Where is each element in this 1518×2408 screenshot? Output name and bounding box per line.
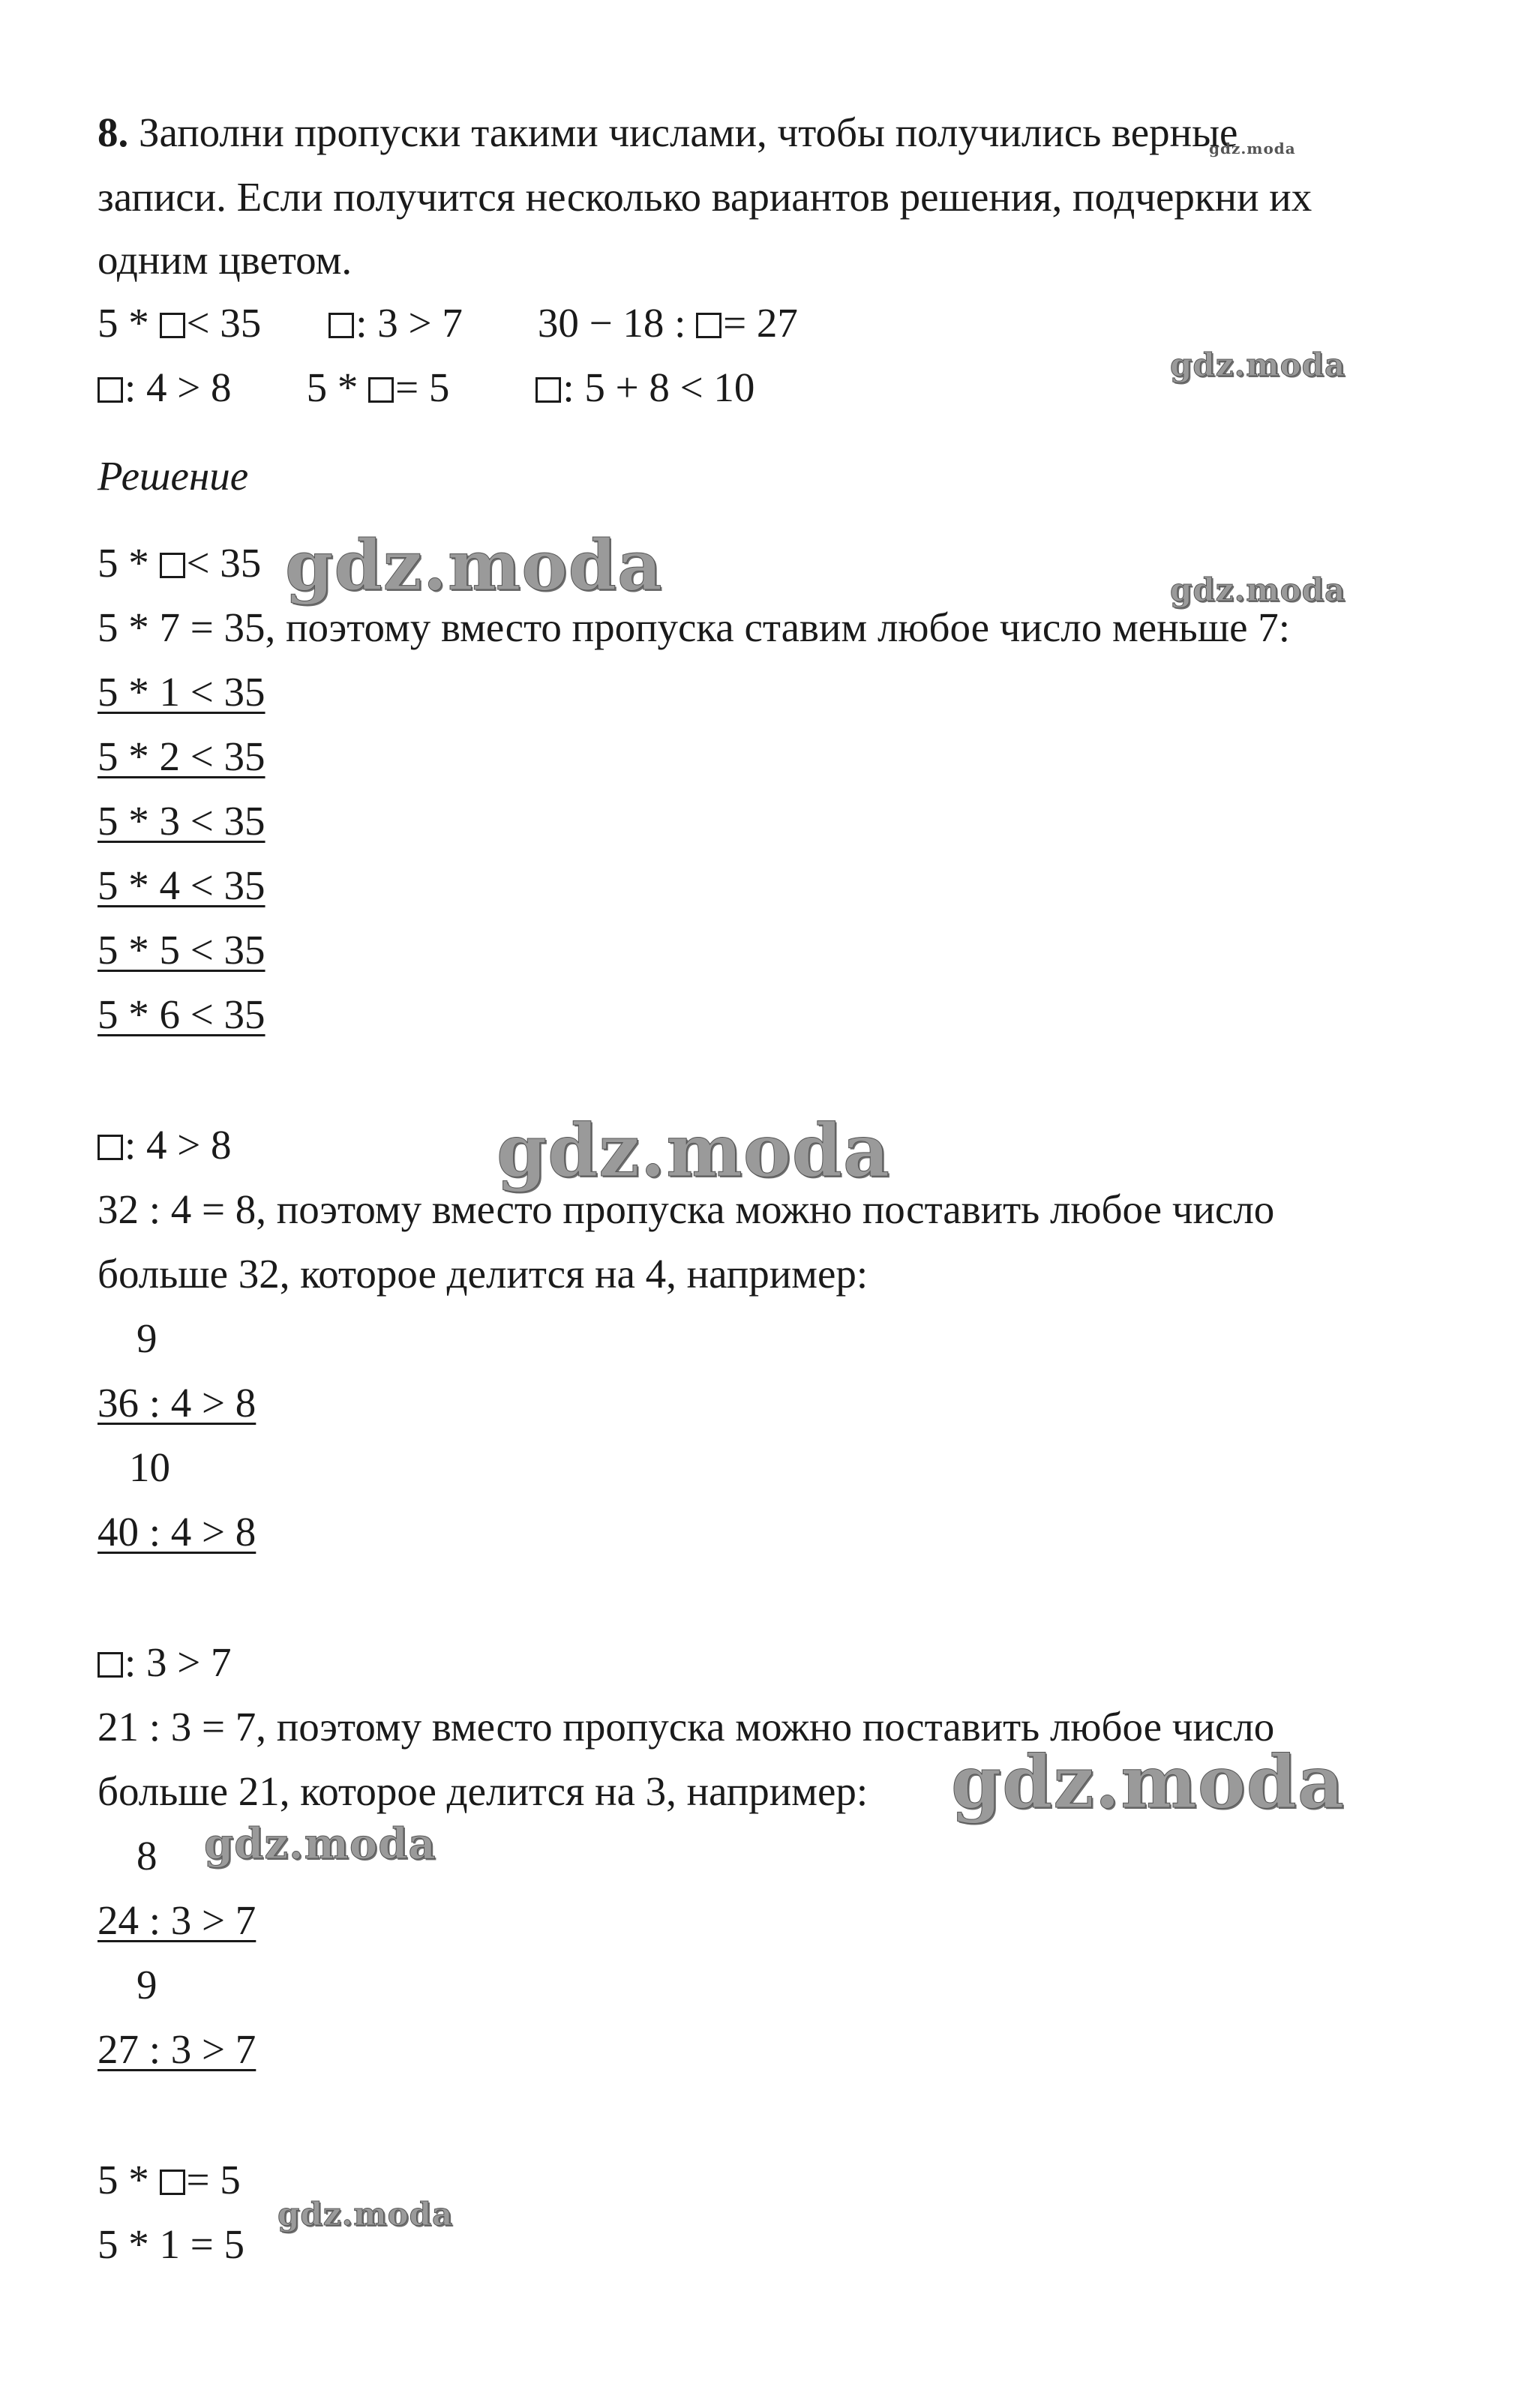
solution-3-explanation-1: 21 : 3 = 7, поэтому вместо пропуска можно поставить любое число xyxy=(98,1704,1275,1750)
solution-2-explanation-2: больше 32, которое делится на 4, например: xyxy=(98,1251,868,1297)
solution-4-line-2: 5 * 1 = 5 xyxy=(98,2221,245,2267)
blank-box xyxy=(536,377,561,403)
task-line-1 xyxy=(98,108,1238,157)
blank-box xyxy=(160,553,185,578)
solution-2-result-2: 10 xyxy=(129,1444,170,1490)
solution-3-result-2: 9 xyxy=(136,1962,158,2008)
blank-box xyxy=(98,377,123,403)
solution-2-expression: : 4 > 8 xyxy=(98,1120,232,1170)
solution-3-answer-1: 24 : 3 > 7 xyxy=(98,1897,256,1943)
blank-box xyxy=(98,1652,123,1678)
task-row-1: 5 * < 35 : 3 > 7 30 − 18 : = 27 xyxy=(98,300,798,346)
solution-1-answer: 5 * 5 < 35 xyxy=(98,927,266,973)
watermark: gdz.moda xyxy=(1170,346,1346,383)
blank-box xyxy=(98,1135,123,1160)
solution-3-answer-2: 27 : 3 > 7 xyxy=(98,2026,256,2072)
solution-1-answer: 5 * 2 < 35 xyxy=(98,733,266,779)
watermark: gdz.moda xyxy=(1170,571,1346,608)
solution-3-result-1: 8 xyxy=(136,1833,158,1879)
task-line-2: записи. Если получится несколько вариантов решения, подчеркни их xyxy=(98,174,1312,220)
solution-1-expression: 5 * < 35 xyxy=(98,540,262,586)
watermark: gdz.moda xyxy=(496,1108,891,1193)
task-text-1: Заполни пропуски такими числами, чтобы получились верные xyxy=(128,109,1238,155)
blank-box xyxy=(696,313,722,338)
solution-2-result-1: 9 xyxy=(136,1315,158,1361)
blank-box xyxy=(160,2170,185,2195)
blank-box xyxy=(328,313,354,338)
task-line-3: одним цветом. xyxy=(98,237,352,283)
watermark: gdz.moda xyxy=(951,1740,1346,1825)
solution-1-answer: 5 * 4 < 35 xyxy=(98,862,266,908)
solution-heading: Решение xyxy=(98,453,249,499)
solution-2-answer-2: 40 : 4 > 8 xyxy=(98,1509,256,1555)
solution-2-explanation-1: 32 : 4 = 8, поэтому вместо пропуска можно поставить любое число xyxy=(98,1186,1275,1232)
task-number: 8. xyxy=(98,109,129,155)
watermark: gdz.moda xyxy=(1209,139,1296,157)
solution-3-explanation-2: больше 21, которое делится на 3, например: xyxy=(98,1768,868,1814)
solution-2-answer-1: 36 : 4 > 8 xyxy=(98,1380,256,1426)
solution-1-answer: 5 * 3 < 35 xyxy=(98,798,266,844)
watermark: gdz.moda xyxy=(204,1819,436,1869)
solution-4-expression: 5 * = 5 xyxy=(98,2157,241,2203)
watermark: gdz.moda xyxy=(285,525,663,606)
task-row-2: : 4 > 8 5 * = 5 : 5 + 8 < 10 xyxy=(98,363,754,412)
blank-box xyxy=(368,377,394,403)
solution-3-expression: : 3 > 7 xyxy=(98,1638,232,1687)
blank-box xyxy=(160,313,185,338)
watermark: gdz.moda xyxy=(278,2196,454,2233)
solution-1-answer: 5 * 6 < 35 xyxy=(98,991,266,1037)
solution-1-explanation: 5 * 7 = 35, поэтому вместо пропуска ставим любое число меньше 7: xyxy=(98,604,1291,650)
solution-1-answer: 5 * 1 < 35 xyxy=(98,669,266,715)
